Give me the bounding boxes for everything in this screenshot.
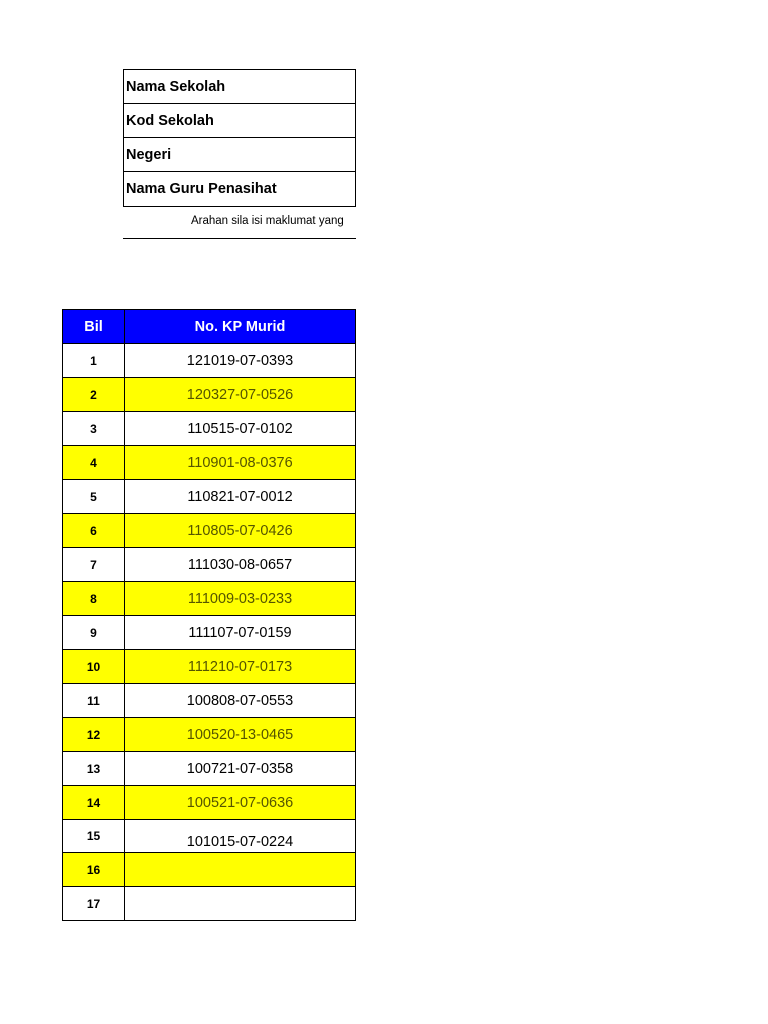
field-nama-guru-penasihat[interactable] bbox=[124, 172, 355, 206]
cell-bil[interactable]: 7 bbox=[63, 548, 125, 582]
table-row bbox=[63, 548, 356, 582]
field-negeri[interactable] bbox=[124, 138, 355, 172]
cell-kp[interactable]: 100520-13-0465 bbox=[125, 718, 356, 752]
cell-kp[interactable]: 111107-07-0159 bbox=[125, 616, 356, 650]
cell-kp[interactable]: 100808-07-0553 bbox=[125, 684, 356, 718]
cell-kp[interactable]: 110821-07-0012 bbox=[125, 480, 356, 514]
cell-kp[interactable]: 111030-08-0657 bbox=[125, 548, 356, 582]
cell-kp[interactable]: 120327-07-0526 bbox=[125, 378, 356, 412]
table-row bbox=[63, 344, 356, 378]
cell-kp[interactable]: 100721-07-0358 bbox=[125, 752, 356, 786]
school-info-table bbox=[123, 69, 356, 207]
table-row bbox=[63, 650, 356, 684]
cell-bil[interactable]: 11 bbox=[63, 684, 125, 718]
field-kod-sekolah[interactable] bbox=[124, 104, 355, 138]
cell-kp[interactable]: 100521-07-0636 bbox=[125, 786, 356, 820]
cell-kp[interactable]: 110805-07-0426 bbox=[125, 514, 356, 548]
cell-bil[interactable]: 1 bbox=[63, 344, 125, 378]
cell-bil[interactable]: 8 bbox=[63, 582, 125, 616]
table-row bbox=[63, 752, 356, 786]
cell-bil[interactable]: 13 bbox=[63, 752, 125, 786]
cell-bil[interactable]: 6 bbox=[63, 514, 125, 548]
header-bil: Bil bbox=[63, 310, 125, 344]
cell-kp[interactable] bbox=[125, 887, 356, 921]
cell-bil[interactable]: 2 bbox=[63, 378, 125, 412]
table-row bbox=[63, 480, 356, 514]
instruction-note: Arahan sila isi maklumat yang bbox=[123, 205, 356, 239]
table-row bbox=[63, 378, 356, 412]
table-row bbox=[63, 887, 356, 921]
cell-kp[interactable]: 110901-08-0376 bbox=[125, 446, 356, 480]
table-row bbox=[63, 853, 356, 887]
cell-bil[interactable]: 10 bbox=[63, 650, 125, 684]
table-row bbox=[63, 582, 356, 616]
table-row bbox=[63, 412, 356, 446]
field-label: Negeri bbox=[126, 146, 172, 163]
cell-bil[interactable]: 5 bbox=[63, 480, 125, 514]
cell-bil[interactable]: 15 bbox=[63, 820, 125, 853]
table-row bbox=[63, 820, 356, 853]
cell-bil[interactable]: 3 bbox=[63, 412, 125, 446]
cell-kp[interactable] bbox=[125, 853, 356, 887]
cell-kp[interactable]: 121019-07-0393 bbox=[125, 344, 356, 378]
cell-bil[interactable]: 9 bbox=[63, 616, 125, 650]
cell-bil[interactable]: 17 bbox=[63, 887, 125, 921]
field-label: Nama Guru Penasihat bbox=[126, 181, 277, 197]
table-row bbox=[63, 684, 356, 718]
field-label: Nama Sekolah bbox=[126, 78, 226, 95]
table-row bbox=[63, 718, 356, 752]
table-header-row bbox=[63, 310, 356, 344]
student-table bbox=[62, 309, 356, 921]
cell-bil[interactable]: 16 bbox=[63, 853, 125, 887]
table-row bbox=[63, 786, 356, 820]
cell-kp[interactable]: 110515-07-0102 bbox=[125, 412, 356, 446]
cell-bil[interactable]: 14 bbox=[63, 786, 125, 820]
cell-kp[interactable]: 101015-07-0224 bbox=[125, 820, 356, 853]
cell-bil[interactable]: 12 bbox=[63, 718, 125, 752]
field-label: Kod Sekolah bbox=[126, 112, 214, 129]
cell-bil[interactable]: 4 bbox=[63, 446, 125, 480]
table-row bbox=[63, 446, 356, 480]
table-row bbox=[63, 616, 356, 650]
table-row bbox=[63, 514, 356, 548]
cell-kp[interactable]: 111210-07-0173 bbox=[125, 650, 356, 684]
header-kp-murid: No. KP Murid bbox=[125, 310, 356, 344]
cell-kp[interactable]: 111009-03-0233 bbox=[125, 582, 356, 616]
field-nama-sekolah[interactable] bbox=[124, 70, 355, 104]
